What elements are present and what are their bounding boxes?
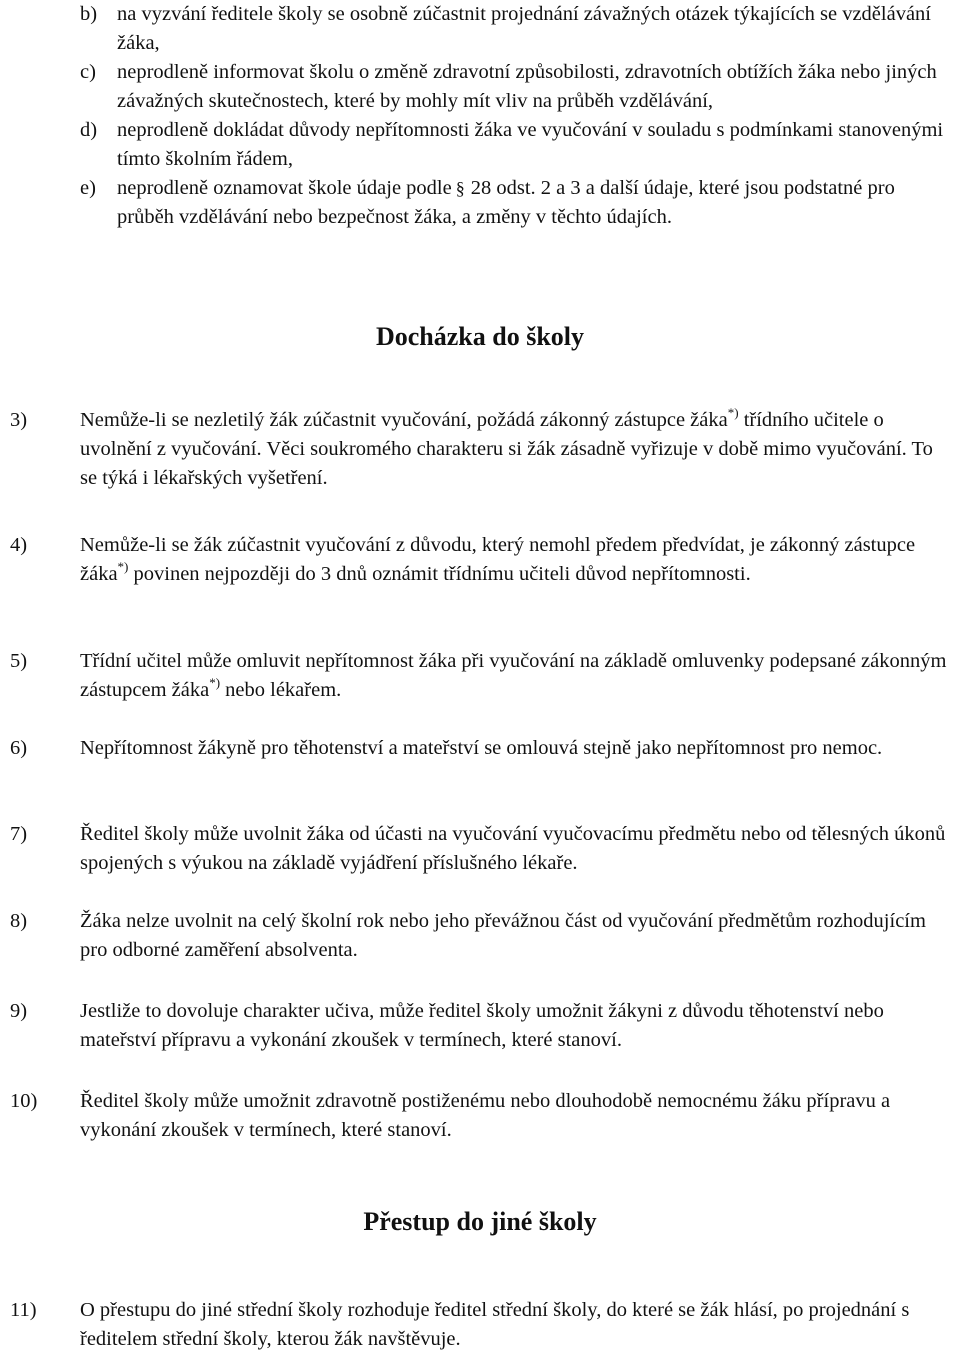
list-item-b (10, 0, 955, 58)
footnote-mark: *) (117, 559, 129, 574)
paragraph-10 (10, 1087, 955, 1145)
paragraph-text: Třídní učitel může omluvit nepřítomnost žáka při vyučování na základě omluvenky podepsané zákonným zástupcem žáka (80, 650, 947, 701)
paragraph-text: Žáka nelze uvolnit na celý školní rok nebo jeho převážnou část od vyučování předmětům rozhodujícím pro odborné zaměření absolventa. (80, 910, 926, 961)
paragraph-5 (10, 647, 955, 705)
paragraph-number: 3) (10, 409, 28, 431)
paragraph-text: Ředitel školy může uvolnit žáka od účasti na vyučování vyučovacímu předmětu nebo od tělesných úkonů spojených s výukou na základě vyjádření příslušného lékaře. (80, 823, 946, 874)
paragraph-number: 10) (10, 1090, 38, 1112)
paragraph-text: Nepřítomnost žákyně pro těhotenství a mateřství se omlouvá stejně jako nepřítomnost pro nemoc. (80, 737, 883, 759)
section-heading-attendance: Docházka do školy (375, 322, 585, 351)
section-sign: § (455, 178, 465, 198)
paragraph-8 (10, 907, 955, 965)
paragraph-number: 9) (10, 1000, 28, 1022)
paragraph-text: O přestupu do jiné střední školy rozhoduje ředitel střední školy, do které se žák hlásí, po projednání s ředitelem střední školy, kterou žák navštěvuje. (80, 1299, 910, 1350)
paragraph-9 (10, 997, 955, 1055)
paragraph-4 (10, 531, 955, 589)
list-marker: c) (80, 61, 96, 83)
guardian-duties-list (10, 0, 955, 232)
section-heading-transfer: Přestup do jiné školy (363, 1207, 597, 1236)
paragraph-text: Ředitel školy může umožnit zdravotně postiženému nebo dlouhodobě nemocnému žáku přípravu a vykonání zkoušek v termínech, které stanoví. (80, 1090, 891, 1141)
list-item-e (10, 174, 955, 232)
paragraph-number: 4) (10, 534, 28, 556)
paragraph-text-continued: povinen nejpozději do 3 dnů oznámit třídnímu učiteli důvod nepřítomnosti. (128, 563, 751, 585)
paragraph-text-continued: nebo lékařem. (220, 679, 342, 701)
list-marker: d) (80, 119, 98, 141)
paragraph-text-continued: třídního učitele o uvolnění z vyučování. Věci soukromého charakteru si žák zásadně vyřizuje v době mimo vyučování. To se týká i lékařských vyšetření. (80, 409, 933, 489)
list-item-text: na vyzvání ředitele školy se osobně zúčastnit projednání závažných otázek týkajících se vzdělávání žáka, (117, 3, 931, 54)
paragraph-number: 11) (10, 1299, 37, 1321)
paragraph-text: Jestliže to dovoluje charakter učiva, může ředitel školy umožnit žákyni z důvodu těhotenství nebo mateřství přípravu a vykonání zkoušek v termínech, které stanoví. (80, 1000, 884, 1051)
list-item-d (10, 116, 955, 174)
paragraph-number: 8) (10, 910, 28, 932)
paragraph-text: Nemůže-li se nezletilý žák zúčastnit vyučování, požádá zákonný zástupce žáka (80, 409, 728, 431)
list-marker: e) (80, 177, 96, 199)
paragraph-number: 7) (10, 823, 28, 845)
list-marker: b) (80, 3, 98, 25)
footnote-mark: *) (209, 675, 221, 690)
paragraph-3 (10, 406, 955, 493)
paragraph-number: 6) (10, 737, 28, 759)
list-item-text-continued: 28 odst. 2 a 3 a další údaje, které jsou podstatné pro průběh vzdělávání nebo bezpečnost žáka, a změny v těchto údajích. (117, 177, 895, 228)
paragraph-11 (10, 1296, 955, 1354)
paragraph-text: Nemůže-li se žák zúčastnit vyučování z důvodu, který nemohl předem předvídat, je zákonný zástupce žáka (80, 534, 916, 585)
paragraph-6 (10, 734, 955, 763)
list-item-text: neprodleně oznamovat škole údaje podle (117, 177, 452, 199)
footnote-mark: *) (727, 405, 739, 420)
paragraph-number: 5) (10, 650, 28, 672)
list-item-c (10, 58, 955, 116)
list-item-text: neprodleně dokládat důvody nepřítomnosti žáka ve vyučování v souladu s podmínkami stanovenými tímto školním řádem, (117, 119, 944, 170)
list-item-text: neprodleně informovat školu o změně zdravotní způsobilosti, zdravotních obtížích žáka nebo jiných závažných skutečnostech, které by mohly mít vliv na průběh vzdělávání, (117, 61, 937, 112)
paragraph-7 (10, 820, 955, 878)
